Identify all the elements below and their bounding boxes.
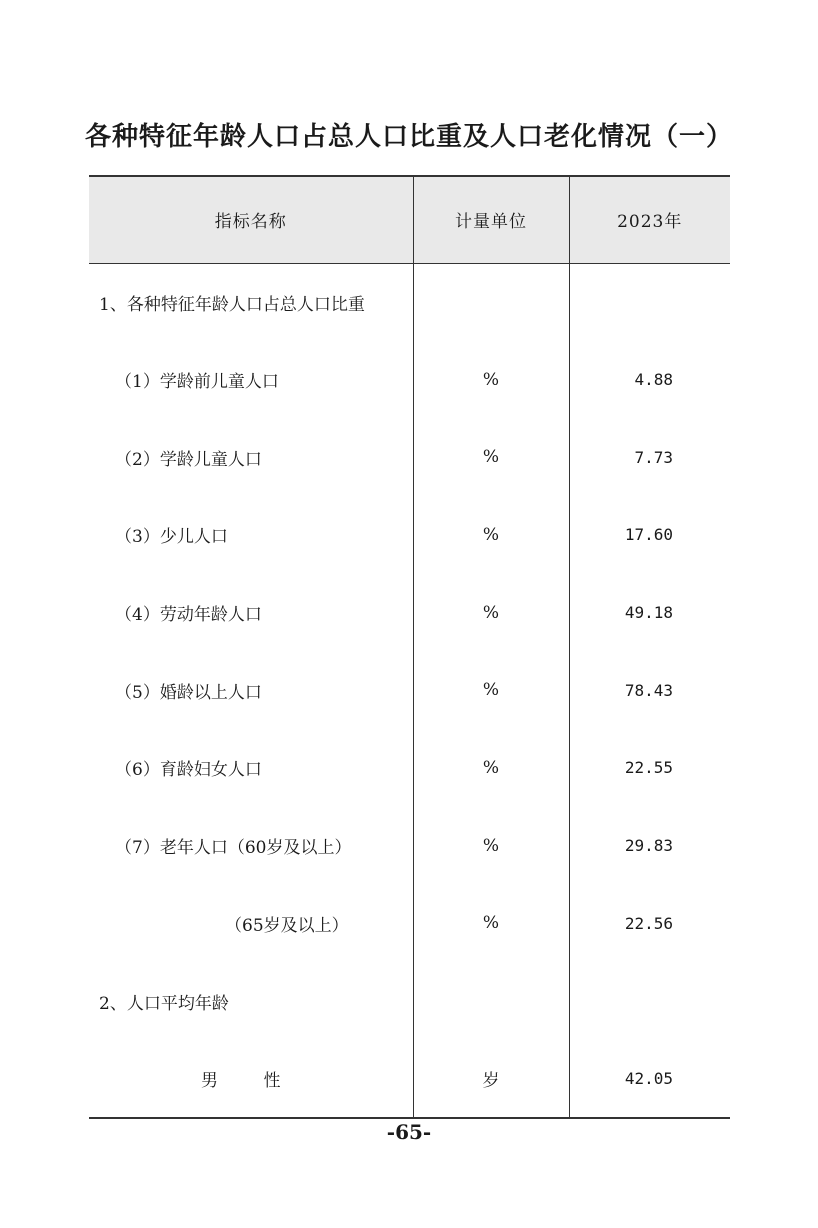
row-value: 49.18 [624,603,673,623]
row-name: （3）少儿人口 [115,527,228,548]
row-unit: % [413,807,569,885]
row-name: 2、人口平均年龄 [99,993,229,1014]
row-unit [413,263,569,341]
row-name: （4）劳动年龄人口 [115,605,262,626]
row-unit: % [413,418,569,496]
table-row [89,729,730,807]
row-unit [413,962,569,1040]
row-value [569,263,730,341]
header-year: 2023年 [569,176,730,263]
table-header-row [89,176,730,263]
row-value: 22.56 [624,913,673,933]
page-number: -65- [386,1120,432,1144]
row-name: 男 性 [89,1040,413,1118]
row-unit: % [413,729,569,807]
row-unit: % [413,574,569,652]
row-name: （6）育龄妇女人口 [115,760,262,781]
row-name: （7）老年人口（60岁及以上） [115,838,352,859]
row-unit: % [413,496,569,574]
row-unit: % [413,885,569,963]
row-value: 22.55 [624,758,673,778]
row-unit: 岁 [413,1040,569,1118]
table-row [89,574,730,652]
page-title: 各种特征年龄人口占总人口比重及人口老化情况（一） [84,122,733,152]
row-name: （5）婚龄以上人口 [115,682,262,703]
row-value: 78.43 [624,680,673,700]
row-name: 1、各种特征年龄人口占总人口比重 [99,294,365,315]
row-name: （65岁及以上） [225,915,349,936]
row-value: 4.88 [634,370,673,390]
row-value: 17.60 [624,525,673,545]
table-row [89,1040,730,1118]
table-row [89,418,730,496]
row-name: （1）学龄前儿童人口 [115,372,279,393]
table-row [89,496,730,574]
table-row [89,962,730,1040]
table-row [89,807,730,885]
row-value: 7.73 [634,447,673,467]
table-row [89,885,730,963]
statistics-table [89,175,730,1119]
table-row [89,651,730,729]
row-name: （2）学龄儿童人口 [115,449,262,470]
table-row [89,341,730,419]
row-unit: % [413,341,569,419]
table-row [89,263,730,341]
row-value [569,962,730,1040]
header-unit: 计量单位 [413,176,569,263]
row-value: 29.83 [624,836,673,856]
header-indicator-name: 指标名称 [89,176,413,263]
row-value: 42.05 [569,1040,730,1118]
row-unit: % [413,651,569,729]
